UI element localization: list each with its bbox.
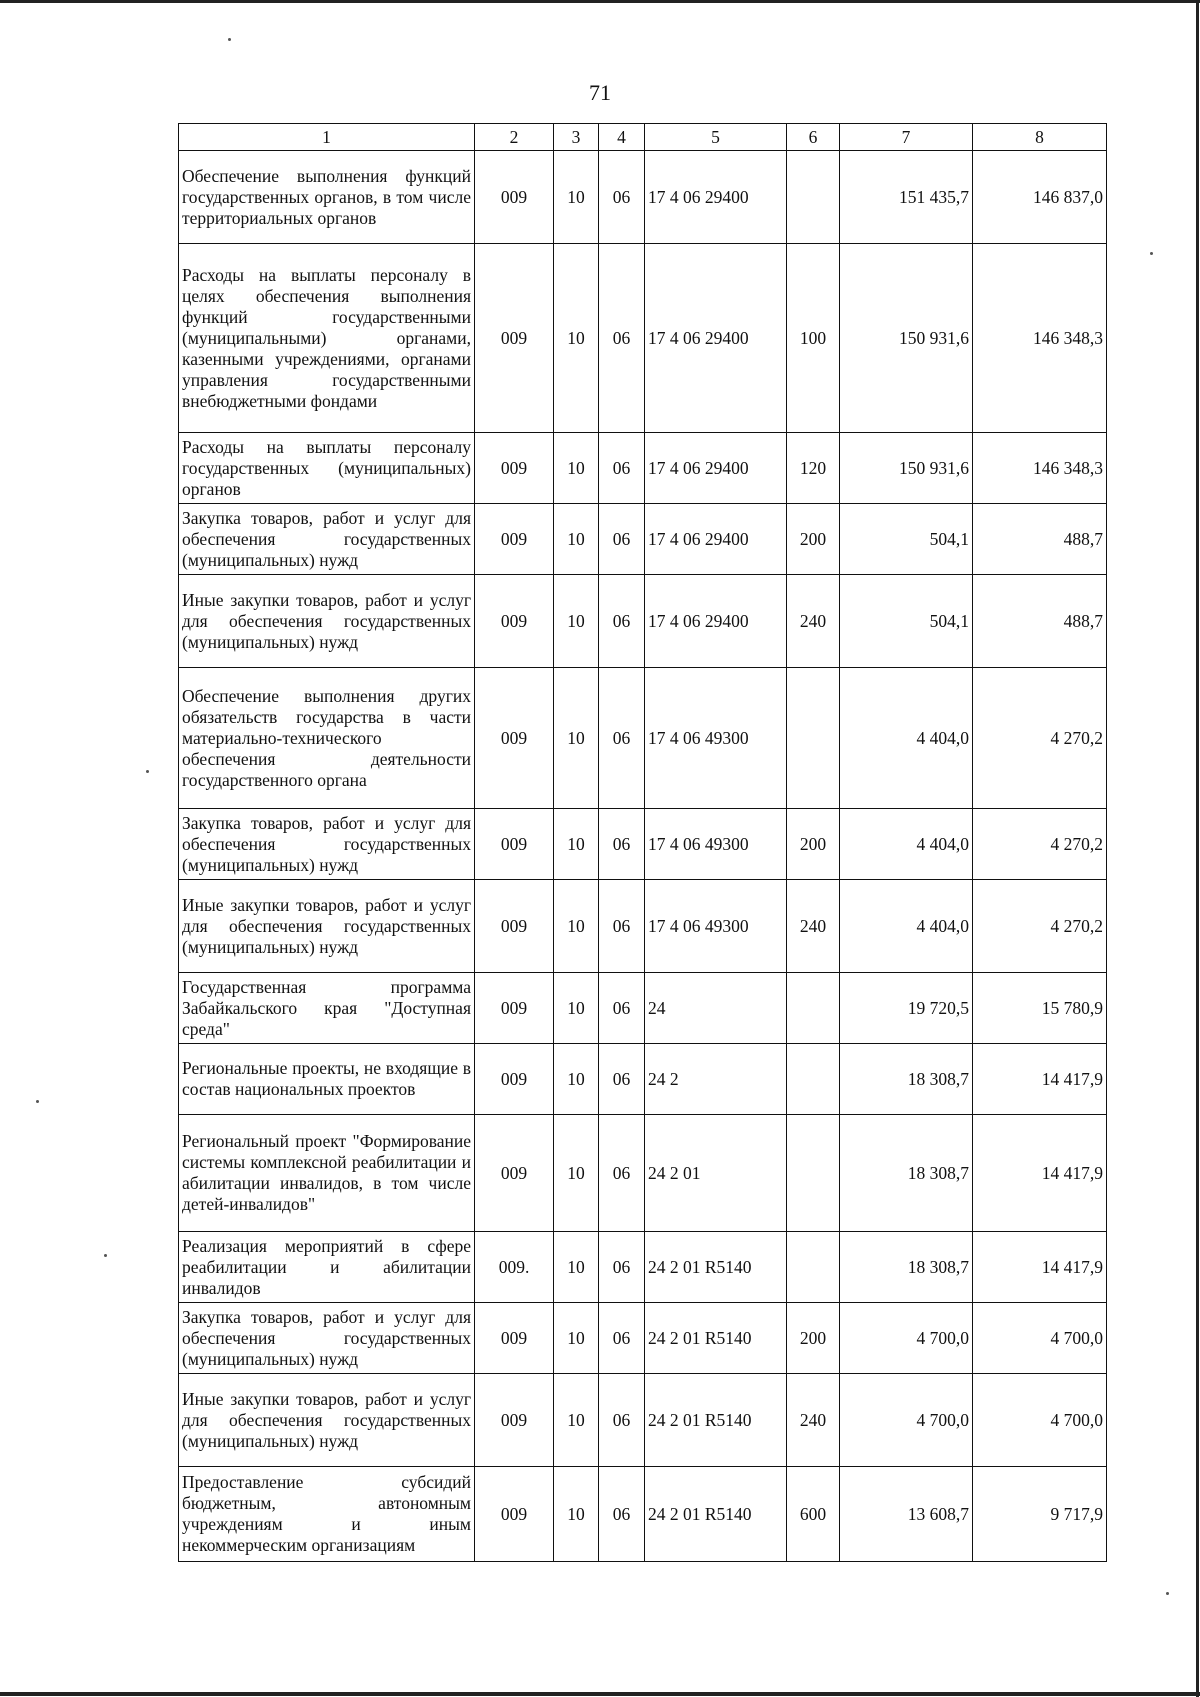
subsection-code-cell: 06 (599, 1044, 645, 1115)
target-article-cell: 17 4 06 49300 (645, 809, 787, 880)
amount-col-7-cell: 4 404,0 (840, 809, 973, 880)
ministry-code-cell: 009 (475, 973, 554, 1044)
section-code-cell: 10 (554, 880, 599, 973)
expense-type-cell: 120 (787, 433, 840, 504)
table-row (179, 151, 1107, 244)
subsection-code-cell: 06 (599, 1115, 645, 1232)
header-col-2: 2 (475, 124, 554, 151)
target-article-cell: 24 2 01 R5140 (645, 1467, 787, 1562)
ministry-code-cell: 009 (475, 433, 554, 504)
subsection-code-cell: 06 (599, 504, 645, 575)
table-row (179, 668, 1107, 809)
budget-table (178, 123, 1107, 1562)
header-col-3: 3 (554, 124, 599, 151)
row-name-cell: Расходы на выплаты персоналу в целях обеспечения выполнения функций государственными (муниципальными) органами, казенными учреждениями, органами управления государственными внебюджетными фондами (179, 244, 475, 433)
section-code-cell: 10 (554, 151, 599, 244)
subsection-code-cell: 06 (599, 809, 645, 880)
amount-col-8-cell: 488,7 (973, 575, 1107, 668)
amount-col-8-cell: 14 417,9 (973, 1232, 1107, 1303)
subsection-code-cell: 06 (599, 973, 645, 1044)
amount-col-7-cell: 19 720,5 (840, 973, 973, 1044)
amount-col-8-cell: 146 837,0 (973, 151, 1107, 244)
ministry-code-cell: 009 (475, 244, 554, 433)
target-article-cell: 17 4 06 29400 (645, 575, 787, 668)
subsection-code-cell: 06 (599, 1374, 645, 1467)
amount-col-7-cell: 18 308,7 (840, 1115, 973, 1232)
expense-type-cell (787, 1232, 840, 1303)
target-article-cell: 17 4 06 49300 (645, 880, 787, 973)
row-name-cell: Региональные проекты, не входящие в состав национальных проектов (179, 1044, 475, 1115)
subsection-code-cell: 06 (599, 151, 645, 244)
scan-speck (1150, 252, 1153, 255)
amount-col-7-cell: 151 435,7 (840, 151, 973, 244)
scan-border-right (1196, 0, 1199, 1697)
amount-col-7-cell: 504,1 (840, 504, 973, 575)
scan-border-bottom (0, 1692, 1200, 1696)
target-article-cell: 17 4 06 29400 (645, 151, 787, 244)
amount-col-8-cell: 4 700,0 (973, 1374, 1107, 1467)
table-row (179, 575, 1107, 668)
amount-col-8-cell: 4 270,2 (973, 880, 1107, 973)
table-row (179, 809, 1107, 880)
ministry-code-cell: 009 (475, 151, 554, 244)
row-name-cell: Государственная программа Забайкальского края "Доступная среда" (179, 973, 475, 1044)
ministry-code-cell: 009 (475, 1115, 554, 1232)
subsection-code-cell: 06 (599, 668, 645, 809)
amount-col-8-cell: 9 717,9 (973, 1467, 1107, 1562)
expense-type-cell: 240 (787, 1374, 840, 1467)
amount-col-8-cell: 488,7 (973, 504, 1107, 575)
ministry-code-cell: 009 (475, 575, 554, 668)
row-name-cell: Закупка товаров, работ и услуг для обеспечения государственных (муниципальных) нужд (179, 504, 475, 575)
expense-type-cell: 200 (787, 809, 840, 880)
target-article-cell: 17 4 06 29400 (645, 244, 787, 433)
scan-speck (146, 770, 149, 773)
table-row (179, 1467, 1107, 1562)
expense-type-cell: 600 (787, 1467, 840, 1562)
expense-type-cell (787, 1044, 840, 1115)
section-code-cell: 10 (554, 668, 599, 809)
table-header-row (179, 124, 1107, 151)
section-code-cell: 10 (554, 504, 599, 575)
amount-col-8-cell: 14 417,9 (973, 1115, 1107, 1232)
amount-col-8-cell: 15 780,9 (973, 973, 1107, 1044)
target-article-cell: 17 4 06 29400 (645, 433, 787, 504)
header-col-6: 6 (787, 124, 840, 151)
expense-type-cell: 100 (787, 244, 840, 433)
amount-col-7-cell: 13 608,7 (840, 1467, 973, 1562)
target-article-cell: 17 4 06 49300 (645, 668, 787, 809)
row-name-cell: Иные закупки товаров, работ и услуг для обеспечения государственных (муниципальных) нужд (179, 1374, 475, 1467)
ministry-code-cell: 009. (475, 1232, 554, 1303)
amount-col-8-cell: 146 348,3 (973, 244, 1107, 433)
subsection-code-cell: 06 (599, 575, 645, 668)
target-article-cell: 17 4 06 29400 (645, 504, 787, 575)
expense-type-cell (787, 151, 840, 244)
target-article-cell: 24 2 01 R5140 (645, 1303, 787, 1374)
amount-col-8-cell: 4 270,2 (973, 809, 1107, 880)
table-row (179, 880, 1107, 973)
section-code-cell: 10 (554, 433, 599, 504)
row-name-cell: Предоставление субсидий бюджетным, автономным учреждениям и иным некоммерческим организациям (179, 1467, 475, 1562)
ministry-code-cell: 009 (475, 880, 554, 973)
target-article-cell: 24 2 01 R5140 (645, 1232, 787, 1303)
ministry-code-cell: 009 (475, 1374, 554, 1467)
section-code-cell: 10 (554, 1303, 599, 1374)
header-col-7: 7 (840, 124, 973, 151)
amount-col-8-cell: 146 348,3 (973, 433, 1107, 504)
expense-type-cell (787, 973, 840, 1044)
expense-type-cell: 200 (787, 504, 840, 575)
section-code-cell: 10 (554, 1115, 599, 1232)
row-name-cell: Закупка товаров, работ и услуг для обеспечения государственных (муниципальных) нужд (179, 1303, 475, 1374)
amount-col-7-cell: 4 700,0 (840, 1374, 973, 1467)
table-row (179, 1303, 1107, 1374)
target-article-cell: 24 2 (645, 1044, 787, 1115)
section-code-cell: 10 (554, 575, 599, 668)
amount-col-7-cell: 18 308,7 (840, 1232, 973, 1303)
table-row (179, 1115, 1107, 1232)
table-row (179, 1232, 1107, 1303)
target-article-cell: 24 2 01 R5140 (645, 1374, 787, 1467)
row-name-cell: Иные закупки товаров, работ и услуг для обеспечения государственных (муниципальных) нужд (179, 880, 475, 973)
header-col-4: 4 (599, 124, 645, 151)
section-code-cell: 10 (554, 1044, 599, 1115)
subsection-code-cell: 06 (599, 1303, 645, 1374)
subsection-code-cell: 06 (599, 1232, 645, 1303)
amount-col-7-cell: 150 931,6 (840, 244, 973, 433)
row-name-cell: Региональный проект "Формирование системы комплексной реабилитации и абилитации инвалидов, в том числе детей-инвалидов" (179, 1115, 475, 1232)
section-code-cell: 10 (554, 1374, 599, 1467)
subsection-code-cell: 06 (599, 244, 645, 433)
header-col-8: 8 (973, 124, 1107, 151)
table-row (179, 1374, 1107, 1467)
section-code-cell: 10 (554, 1467, 599, 1562)
expense-type-cell: 240 (787, 575, 840, 668)
subsection-code-cell: 06 (599, 880, 645, 973)
amount-col-7-cell: 4 404,0 (840, 880, 973, 973)
ministry-code-cell: 009 (475, 668, 554, 809)
table-body (179, 151, 1107, 1562)
expense-type-cell (787, 668, 840, 809)
section-code-cell: 10 (554, 809, 599, 880)
expense-type-cell: 200 (787, 1303, 840, 1374)
table-row (179, 433, 1107, 504)
amount-col-7-cell: 504,1 (840, 575, 973, 668)
row-name-cell: Реализация мероприятий в сфере реабилитации и абилитации инвалидов (179, 1232, 475, 1303)
ministry-code-cell: 009 (475, 1303, 554, 1374)
section-code-cell: 10 (554, 973, 599, 1044)
row-name-cell: Обеспечение выполнения других обязательств государства в части материально-технического обеспечения деятельности государственного органа (179, 668, 475, 809)
ministry-code-cell: 009 (475, 809, 554, 880)
row-name-cell: Закупка товаров, работ и услуг для обеспечения государственных (муниципальных) нужд (179, 809, 475, 880)
section-code-cell: 10 (554, 244, 599, 433)
subsection-code-cell: 06 (599, 433, 645, 504)
amount-col-7-cell: 4 700,0 (840, 1303, 973, 1374)
row-name-cell: Расходы на выплаты персоналу государственных (муниципальных) органов (179, 433, 475, 504)
amount-col-8-cell: 14 417,9 (973, 1044, 1107, 1115)
scan-speck (104, 1254, 107, 1257)
table-row (179, 504, 1107, 575)
target-article-cell: 24 (645, 973, 787, 1044)
expense-type-cell: 240 (787, 880, 840, 973)
header-col-5: 5 (645, 124, 787, 151)
scan-speck (36, 1100, 39, 1103)
scan-border-top (0, 0, 1200, 3)
amount-col-8-cell: 4 270,2 (973, 668, 1107, 809)
section-code-cell: 10 (554, 1232, 599, 1303)
amount-col-7-cell: 18 308,7 (840, 1044, 973, 1115)
row-name-cell: Иные закупки товаров, работ и услуг для обеспечения государственных (муниципальных) нужд (179, 575, 475, 668)
table-row (179, 973, 1107, 1044)
ministry-code-cell: 009 (475, 504, 554, 575)
table-row (179, 244, 1107, 433)
scan-speck (228, 38, 231, 41)
page-number: 71 (589, 80, 611, 105)
table-row (179, 1044, 1107, 1115)
target-article-cell: 24 2 01 (645, 1115, 787, 1232)
header-col-1: 1 (179, 124, 475, 151)
scan-speck (1166, 1592, 1169, 1595)
ministry-code-cell: 009 (475, 1044, 554, 1115)
amount-col-8-cell: 4 700,0 (973, 1303, 1107, 1374)
ministry-code-cell: 009 (475, 1467, 554, 1562)
amount-col-7-cell: 150 931,6 (840, 433, 973, 504)
subsection-code-cell: 06 (599, 1467, 645, 1562)
amount-col-7-cell: 4 404,0 (840, 668, 973, 809)
expense-type-cell (787, 1115, 840, 1232)
row-name-cell: Обеспечение выполнения функций государственных органов, в том числе территориальных органов (179, 151, 475, 244)
